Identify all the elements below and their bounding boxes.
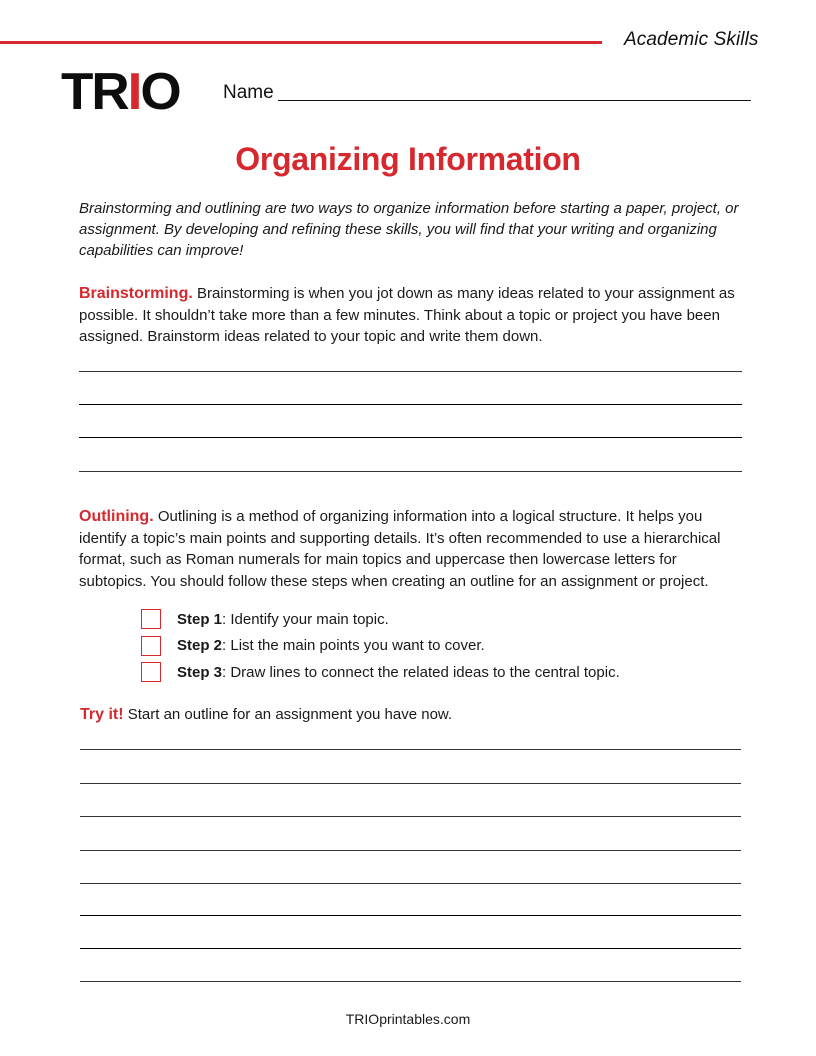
brainstorm-answer-line-2[interactable] [79, 404, 742, 405]
try-it-paragraph [80, 704, 745, 726]
logo-accent: I [127, 63, 141, 121]
outline-answer-line-1[interactable] [80, 749, 741, 750]
brainstorm-answer-line-3[interactable] [79, 437, 742, 438]
outline-answer-line-8[interactable] [80, 981, 741, 982]
logo-suffix: O [140, 63, 180, 121]
section-tag: Academic Skills [624, 29, 759, 50]
outlining-heading: Outlining. [79, 508, 154, 525]
outline-answer-line-6[interactable] [80, 915, 741, 916]
step-item-2 [141, 633, 620, 660]
outline-answer-line-2[interactable] [80, 783, 741, 784]
outline-answer-line-4[interactable] [80, 850, 741, 851]
name-field[interactable] [278, 100, 751, 101]
header-rule [0, 41, 602, 44]
step-text: : Identify your main topic. [222, 610, 389, 628]
outline-answer-line-7[interactable] [80, 948, 741, 949]
footer-url: TRIOprintables.com [345, 1011, 471, 1027]
checkbox-icon[interactable] [141, 662, 161, 682]
brainstorming-heading: Brainstorming. [79, 285, 193, 302]
intro-paragraph: Brainstorming and outlining are two ways to organize information before starting a paper, project, or assignment. By developing and refining these skills, you will find that your writing and organizing capabilities can improve! [79, 200, 739, 259]
page-title: Organizing Information [235, 141, 581, 177]
brainstorming-paragraph [79, 283, 744, 348]
brainstorm-answer-line-1[interactable] [79, 371, 742, 372]
step-item-1 [141, 606, 620, 633]
step-label: Step 1 [177, 610, 223, 628]
step-item-3 [141, 659, 620, 686]
try-it-body: Start an outline for an assignment you have now. [123, 706, 453, 723]
name-label: Name [223, 82, 274, 103]
step-label: Step 2 [177, 637, 223, 655]
trio-logo [61, 63, 180, 121]
logo-prefix: TR [61, 63, 128, 121]
brainstorming-body: Brainstorming is when you jot down as many ideas related to your assignment as possible. It shouldn’t take more than a few minutes. Think about a topic or project you have been assigned. Brainstorm ideas related to your topic and write them down. [79, 285, 735, 345]
step-label: Step 3 [177, 663, 223, 681]
try-it-heading: Try it! [80, 706, 124, 723]
checkbox-icon[interactable] [141, 609, 161, 629]
steps-checklist [141, 606, 620, 686]
step-text: : List the main points you want to cover. [222, 637, 485, 655]
outlining-paragraph [79, 506, 744, 592]
brainstorm-answer-line-4[interactable] [79, 471, 742, 472]
step-text: : Draw lines to connect the related ideas to the central topic. [222, 663, 620, 681]
checkbox-icon[interactable] [141, 636, 161, 656]
outlining-body: Outlining is a method of organizing information into a logical structure. It helps you identify a topic’s main points and supporting details. It’s often recommended to use a hierarchical format, such as Roman numerals for main topics and uppercase then lowercase letters for subtopics. You should follow these steps when creating an outline for an assignment or project. [79, 508, 721, 590]
outline-answer-line-3[interactable] [80, 816, 741, 817]
outline-answer-line-5[interactable] [80, 883, 741, 884]
